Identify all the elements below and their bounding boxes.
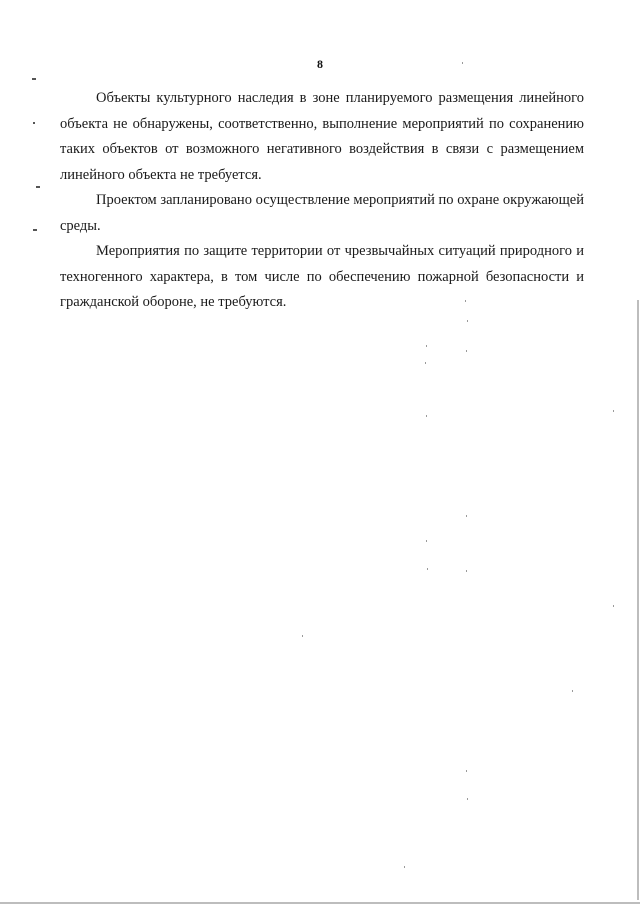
scan-speck (426, 345, 427, 347)
document-body (60, 86, 584, 316)
scan-speck (426, 540, 427, 542)
scan-speck (425, 362, 426, 364)
scan-speck (467, 320, 468, 322)
scan-speck (466, 515, 467, 517)
scan-mark (36, 186, 40, 188)
scan-speck (426, 415, 427, 417)
scan-mark (33, 122, 35, 124)
paragraph-emergency-protection: Мероприятия по защите территории от чрезвычайных ситуаций природного и техногенного характера, в том числе по обеспечению пожарной безопасности и гражданской обороне, не требуются. (60, 243, 584, 310)
scan-speck (572, 690, 573, 692)
scan-mark (33, 229, 37, 231)
scan-speck (467, 798, 468, 800)
scan-speck (466, 770, 467, 772)
paragraph-cultural-heritage: Объекты культурного наследия в зоне планируемого размещения линейного объекта не обнаружены, соответственно, выполнение мероприятий по сохранению таких объектов от возможного негативного воздействия в связи с размещением линейного объекта не требуется. (60, 90, 584, 183)
scan-speck (404, 866, 405, 868)
page-number: 8 (317, 57, 323, 71)
scan-edge-right (637, 300, 639, 900)
scan-speck (465, 300, 466, 302)
scan-speck (613, 605, 614, 607)
scan-speck (427, 568, 428, 570)
scan-speck (466, 570, 467, 572)
scan-speck (302, 635, 303, 637)
paragraph-environmental-protection: Проектом запланировано осуществление мероприятий по охране окружающей среды. (60, 192, 584, 234)
scan-speck (613, 410, 614, 412)
scan-speck (466, 350, 467, 352)
scan-edge-bottom (0, 902, 640, 904)
scan-speck (462, 62, 463, 64)
scan-mark (32, 78, 36, 80)
